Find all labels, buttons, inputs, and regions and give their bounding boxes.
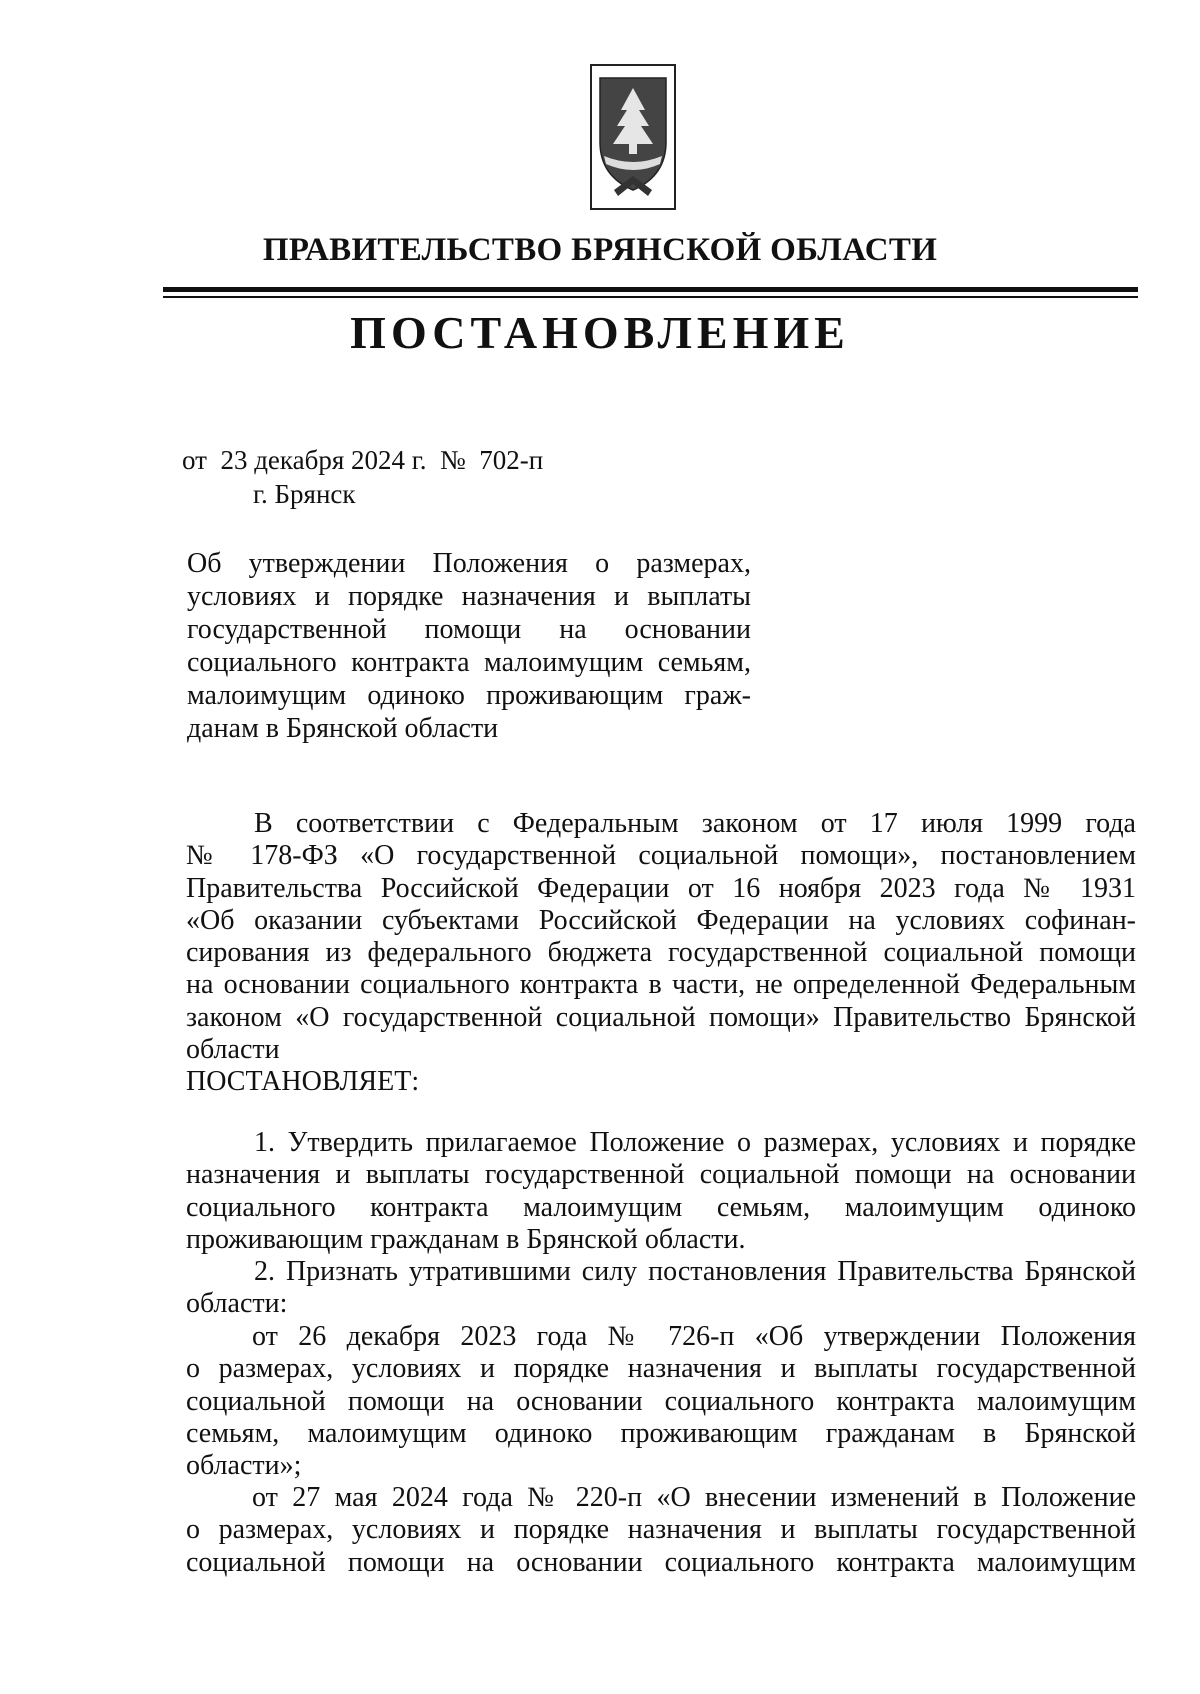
preamble-paragraph (186, 808, 1136, 1099)
item-line: от 27 мая 2024 года № 220-п «О внесении изменений в Положение (252, 1482, 1136, 1513)
document-type: ПОСТАНОВЛЕНИЕ (350, 307, 850, 358)
item-line: назначения и выплаты государственной социальной помощи на основании (186, 1159, 1136, 1191)
item-line: о размерах, условиях и порядке назначения и выплаты государственной (186, 1353, 1136, 1385)
preamble-line: области (186, 1034, 280, 1066)
coat-of-arms-icon (590, 64, 676, 210)
item-line: области: (186, 1288, 288, 1320)
item-line: о размерах, условиях и порядке назначения и выплаты государственной (186, 1514, 1136, 1546)
item-1-paragraph (186, 1127, 1136, 1256)
subject-line: данам в Брянской области (187, 713, 499, 744)
preamble-line: законом «О государственной социальной помощи» Правительство Брянской (186, 1001, 1136, 1033)
header-rule-thick (163, 287, 1138, 292)
subject-line: социального контракта малоимущим семьям, (187, 647, 751, 678)
document-subject (187, 547, 751, 745)
item-line: проживающим гражданам в Брянской области. (186, 1223, 746, 1255)
document-city: г. Брянск (253, 479, 356, 509)
preamble-line: Правительства Российской Федерации от 16 ноября 2023 года № 1931 (186, 872, 1136, 904)
preamble-line: В соответствии с Федеральным законом от 17 июля 1999 года (254, 808, 1136, 839)
organization-name: ПРАВИТЕЛЬСТВО БРЯНСКОЙ ОБЛАСТИ (262, 232, 938, 268)
repealed-resolution-2 (186, 1482, 1136, 1579)
item-line: 2. Признать утратившими силу постановления Правительства Брянской (254, 1256, 1136, 1287)
item-line: от 26 декабря 2023 года № 726-п «Об утверждении Положения (252, 1321, 1136, 1352)
item-line: 1. Утвердить прилагаемое Положение о размерах, условиях и порядке (254, 1127, 1136, 1158)
item-line: социального контракта малоимущим семьям, малоимущим одиноко (186, 1191, 1136, 1223)
subject-line: малоимущим одиноко проживающим граж- (187, 680, 751, 711)
repealed-resolution-1 (186, 1321, 1136, 1482)
resolves-heading: ПОСТАНОВЛЯЕТ: (186, 1066, 420, 1098)
item-2-paragraph (186, 1256, 1136, 1321)
subject-line: государственной помощи на основании (187, 614, 751, 645)
preamble-line: сирования из федерального бюджета государственной социальной помощи (186, 937, 1136, 969)
preamble-line: на основании социального контракта в части, не определенной Федеральным (186, 969, 1136, 1001)
preamble-line: «Об оказании субъектами Российской Федерации на условиях софинан- (186, 904, 1136, 936)
item-line: социальной помощи на основании социального контракта малоимущим (186, 1546, 1136, 1578)
subject-line: условиях и порядке назначения и выплаты (187, 581, 751, 612)
preamble-line: № 178-ФЗ «О государственной социальной помощи», постановлением (186, 840, 1136, 872)
document-date-number: от 23 декабря 2024 г. № 702-п (182, 445, 544, 475)
item-line: социальной помощи на основании социального контракта малоимущим (186, 1385, 1136, 1417)
item-line: семьям, малоимущим одиноко проживающим гражданам в Брянской (186, 1417, 1136, 1449)
header-rule-thin (163, 296, 1138, 298)
subject-line: Об утверждении Положения о размерах, (187, 548, 751, 579)
item-line: области»; (186, 1450, 302, 1482)
